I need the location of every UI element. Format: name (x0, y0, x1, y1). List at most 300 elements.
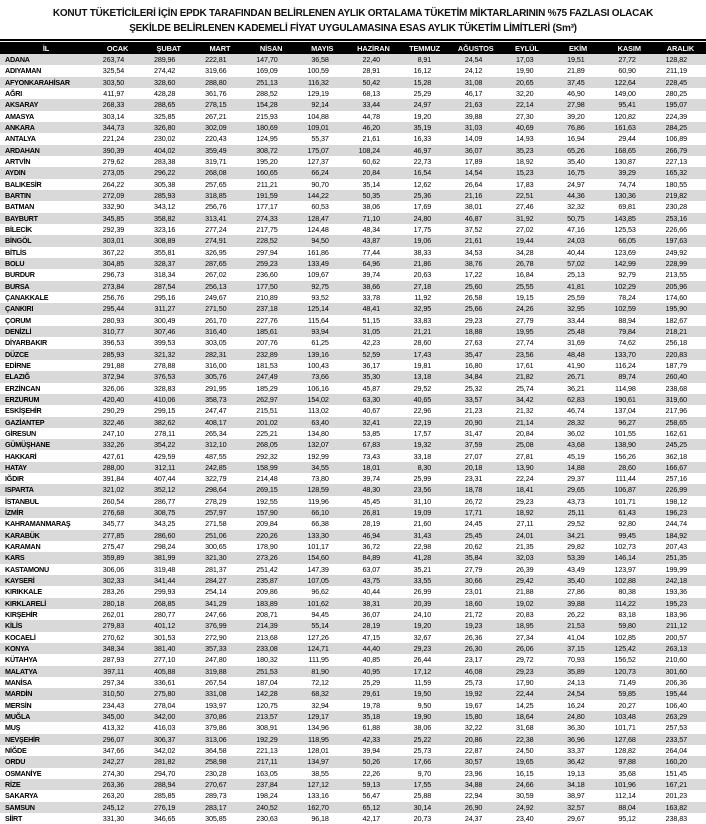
cell-value: 50,42 (362, 77, 380, 87)
cell-value: 63,30 (362, 394, 380, 404)
cell-value: 247,66 (205, 610, 227, 620)
cell-value: 16,84 (516, 270, 534, 280)
cell-province: ANTALYA (5, 134, 36, 144)
cell-value: 251,42 (256, 564, 278, 574)
cell-value: 34,28 (516, 247, 534, 257)
cell-value: 274,42 (153, 66, 176, 76)
cell-value: 251,53 (256, 666, 278, 676)
cell-value: 342,02 (153, 746, 176, 756)
table-row (0, 258, 706, 269)
cell-value: 268,85 (153, 598, 176, 608)
cell-value: 46,17 (464, 89, 483, 98)
cell-province: KIRIKKALE (5, 587, 42, 597)
cell-value: 26,99 (413, 587, 432, 597)
cell-value: 125,14 (307, 304, 329, 314)
cell-value: 64,96 (362, 258, 380, 268)
cell-value: 23,56 (413, 485, 432, 495)
cell-value: 302,33 (102, 576, 125, 586)
cell-value: 273,84 (102, 281, 125, 291)
cell-value: 308,89 (153, 236, 176, 246)
cell-value: 201,23 (665, 791, 687, 801)
cell-value: 20,86 (464, 734, 483, 744)
cell-value: 20,83 (516, 610, 534, 620)
cell-value: 289,73 (205, 791, 227, 801)
cell-value: 195,44 (665, 689, 687, 699)
cell-value: 25,59 (567, 292, 585, 302)
cell-value: 286,77 (153, 496, 176, 506)
cell-value: 187,04 (256, 678, 278, 688)
cell-value: 124,95 (256, 134, 278, 144)
cell-value: 21,63 (464, 100, 483, 110)
cell-value: 123,69 (614, 247, 636, 257)
cell-value: 162,70 (307, 802, 329, 812)
cell-value: 19,15 (516, 292, 534, 302)
cell-value: 355,81 (153, 247, 176, 257)
cell-value: 271,50 (205, 304, 227, 314)
cell-value: 16,33 (413, 134, 432, 144)
cell-value: 321,32 (153, 349, 176, 359)
cell-value: 156,52 (614, 655, 636, 665)
cell-value: 32,57 (567, 802, 585, 812)
cell-value: 301,53 (153, 632, 176, 642)
cell-value: 313,41 (205, 213, 227, 223)
cell-value: 47,16 (567, 224, 585, 234)
cell-value: 35,23 (516, 145, 534, 155)
cell-value: 31,92 (516, 213, 534, 223)
cell-value: 154,02 (307, 394, 329, 404)
cell-value: 296,07 (102, 734, 125, 744)
cell-value: 37,45 (567, 77, 585, 87)
cell-value: 211,12 (666, 621, 687, 631)
cell-value: 25,60 (464, 281, 483, 291)
cell-value: 26,72 (464, 496, 483, 506)
cell-value: 42,33 (362, 734, 380, 744)
cell-value: 144,22 (307, 190, 329, 200)
cell-value: 303,50 (102, 77, 125, 87)
cell-value: 276,19 (153, 802, 176, 812)
cell-value: 33,57 (464, 394, 483, 404)
cell-value: 297,34 (102, 678, 125, 688)
cell-value: 60,53 (311, 202, 329, 212)
cell-value: 50,26 (362, 757, 380, 767)
cell-value: 325,85 (153, 111, 176, 121)
cell-value: 284,27 (205, 576, 227, 586)
cell-value: 27,79 (464, 564, 483, 574)
cell-province: ORDU (5, 757, 26, 767)
cell-value: 405,88 (153, 666, 176, 676)
cell-value: 38,66 (362, 281, 380, 291)
cell-value: 192,55 (256, 496, 278, 506)
cell-value: 130,36 (614, 190, 636, 200)
cell-value: 43,75 (362, 576, 380, 586)
cell-value: 31,03 (464, 122, 483, 132)
cell-value: 66,24 (311, 168, 329, 178)
cell-value: 22,98 (413, 542, 432, 552)
cell-value: 162,61 (665, 428, 687, 438)
cell-value: 288,52 (256, 89, 278, 98)
table-row (0, 315, 706, 326)
cell-value: 55,37 (311, 134, 329, 144)
cell-value: 101,62 (307, 598, 329, 608)
cell-value: 413,32 (102, 723, 125, 733)
table-row (0, 417, 706, 428)
cell-value: 289,96 (153, 55, 176, 65)
cell-value: 263,29 (665, 712, 687, 722)
cell-value: 161,86 (307, 247, 329, 257)
cell-value: 61,43 (618, 508, 636, 518)
cell-value: 38,31 (362, 598, 380, 608)
cell-value: 55,14 (311, 621, 329, 631)
cell-value: 286,60 (153, 530, 176, 540)
cell-value: 227,76 (256, 315, 278, 325)
cell-value: 36,21 (567, 383, 585, 393)
cell-province: BOLU (5, 258, 25, 268)
cell-value: 296,22 (153, 168, 176, 178)
header-cell: HAZİRAN (357, 43, 390, 53)
cell-value: 396,53 (102, 338, 125, 348)
cell-value: 345,00 (102, 712, 125, 722)
cell-value: 114,22 (614, 598, 636, 608)
cell-value: 19,51 (567, 55, 585, 65)
cell-value: 362,18 (665, 451, 687, 461)
page-title-line2: ŞEKİLDE BELİRLENEN KADEMELİ FİYAT UYGULAMASINA ESAS AYLIK TÜKETİM LİMİTLERİ (Sm³) (129, 23, 577, 34)
cell-value: 258,98 (205, 757, 227, 767)
table-row (0, 541, 706, 552)
cell-value: 57,02 (567, 258, 585, 268)
cell-value: 370,86 (205, 712, 227, 722)
cell-value: 275,80 (153, 689, 176, 699)
cell-value: 34,18 (567, 780, 585, 790)
cell-value: 245,12 (102, 802, 125, 812)
cell-value: 24,12 (464, 66, 483, 76)
cell-value: 109,01 (307, 122, 329, 132)
cell-value: 278,11 (154, 428, 176, 438)
cell-value: 36,07 (362, 610, 380, 620)
cell-value: 43,87 (362, 236, 380, 246)
cell-value: 183,96 (665, 610, 687, 620)
cell-value: 39,88 (567, 598, 585, 608)
cell-value: 138,90 (614, 440, 636, 450)
cell-value: 215,51 (256, 406, 278, 416)
cell-value: 101,71 (614, 496, 636, 506)
cell-value: 30,59 (516, 791, 534, 801)
cell-value: 38,01 (464, 202, 483, 212)
cell-value: 35,21 (413, 564, 432, 574)
cell-value: 284,25 (665, 122, 687, 132)
cell-value: 321,30 (205, 553, 227, 563)
cell-value: 35,89 (567, 666, 585, 676)
cell-value: 174,60 (665, 292, 687, 302)
cell-value: 24,80 (567, 712, 585, 722)
table-row (0, 111, 706, 122)
cell-value: 19,65 (516, 757, 534, 767)
cell-province: BİNGÖL (5, 236, 32, 246)
cell-province: KİLİS (5, 621, 23, 631)
cell-value: 411,97 (103, 89, 125, 98)
cell-value: 157,90 (256, 508, 278, 518)
cell-value: 27,79 (516, 315, 534, 325)
cell-value: 401,12 (153, 621, 176, 631)
cell-value: 28,19 (362, 621, 380, 631)
table-row (0, 473, 706, 484)
header-cell: MART (209, 43, 231, 53)
cell-province: BURSA (5, 281, 30, 291)
cell-value: 29,82 (567, 542, 585, 552)
cell-province: ELAZIĞ (5, 372, 30, 382)
cell-value: 226,99 (665, 485, 687, 495)
cell-value: 261,70 (205, 315, 227, 325)
cell-value: 263,36 (102, 780, 125, 790)
cell-value: 283,38 (153, 156, 176, 166)
cell-value: 280,18 (102, 598, 125, 608)
cell-value: 16,12 (413, 66, 432, 76)
cell-value: 34,53 (464, 247, 483, 257)
cell-value: 292,32 (256, 451, 278, 461)
cell-value: 24,80 (413, 213, 432, 223)
cell-province: BARTIN (5, 190, 31, 200)
cell-value: 288,65 (153, 100, 176, 110)
cell-value: 120,73 (614, 666, 636, 676)
cell-value: 283,17 (205, 802, 227, 812)
cell-value: 217,75 (256, 224, 278, 234)
table-row (0, 292, 706, 303)
cell-value: 60,62 (362, 156, 380, 166)
cell-value: 222,81 (205, 55, 227, 65)
cell-value: 23,56 (516, 349, 534, 359)
cell-value: 26,71 (567, 372, 585, 382)
cell-value: 37,15 (567, 644, 585, 654)
cell-value: 111,44 (615, 474, 636, 484)
cell-value: 19,95 (516, 326, 534, 336)
cell-value: 31,05 (362, 326, 380, 336)
cell-value: 128,82 (665, 55, 687, 65)
cell-value: 268,05 (256, 440, 278, 450)
cell-value: 94,50 (311, 236, 329, 246)
cell-value: 238,83 (665, 814, 687, 823)
cell-value: 291,88 (102, 360, 125, 370)
cell-value: 297,94 (256, 247, 278, 257)
cell-value: 35,68 (618, 768, 636, 778)
cell-value: 372,94 (102, 372, 125, 382)
cell-value: 301,60 (665, 666, 687, 676)
table-row (0, 371, 706, 382)
cell-value: 361,76 (205, 89, 227, 98)
cell-value: 17,71 (464, 508, 483, 518)
cell-value: 30,14 (413, 802, 432, 812)
cell-value: 251,35 (665, 553, 687, 563)
cell-value: 90,70 (311, 179, 329, 189)
cell-value: 343,25 (153, 519, 176, 529)
cell-value: 257,65 (205, 179, 227, 189)
cell-value: 206,36 (665, 678, 687, 688)
cell-value: 364,58 (205, 746, 227, 756)
cell-value: 298,64 (205, 485, 227, 495)
cell-value: 81,90 (311, 666, 329, 676)
cell-value: 25,29 (413, 89, 432, 98)
cell-value: 382,62 (153, 417, 176, 427)
cell-value: 24,01 (516, 530, 534, 540)
cell-value: 198,24 (256, 791, 278, 801)
cell-value: 281,82 (153, 757, 176, 767)
cell-value: 42,17 (362, 814, 380, 823)
cell-value: 25,55 (516, 281, 534, 291)
cell-value: 52,59 (362, 349, 380, 359)
cell-value: 325,54 (102, 66, 125, 76)
cell-value: 20,63 (413, 270, 432, 280)
cell-value: 16,24 (567, 700, 585, 710)
cell-value: 299,15 (153, 406, 176, 416)
cell-value: 40,44 (567, 247, 585, 257)
cell-value: 228,45 (665, 77, 687, 87)
cell-value: 184,92 (665, 530, 687, 540)
cell-value: 292,39 (102, 224, 125, 234)
cell-value: 24,37 (464, 814, 483, 823)
cell-value: 15,28 (413, 77, 432, 87)
table-row (0, 179, 706, 190)
cell-value: 39,94 (362, 746, 380, 756)
cell-value: 29,44 (618, 134, 636, 144)
cell-province: MUĞLA (5, 712, 31, 722)
cell-value: 43,49 (567, 564, 585, 574)
cell-value: 407,44 (153, 474, 176, 484)
cell-value: 247,80 (205, 655, 227, 665)
cell-value: 154,28 (256, 100, 278, 110)
cell-value: 268,33 (102, 100, 125, 110)
cell-value: 33,44 (567, 315, 585, 325)
cell-value: 272,09 (102, 190, 125, 200)
cell-value: 134,80 (307, 428, 329, 438)
cell-value: 22,73 (413, 156, 432, 166)
cell-value: 27,30 (516, 111, 534, 121)
cell-value: 41,04 (567, 632, 585, 642)
cell-value: 260,40 (665, 372, 687, 382)
table-row (0, 88, 706, 99)
cell-value: 34,84 (464, 372, 483, 382)
table-row (0, 235, 706, 246)
cell-value: 199,99 (665, 564, 687, 574)
cell-value: 35,47 (464, 349, 483, 359)
table-row (0, 496, 706, 507)
table-row (0, 383, 706, 394)
cell-value: 133,16 (307, 791, 329, 801)
cell-value: 17,89 (464, 156, 483, 166)
cell-value: 100,59 (307, 66, 329, 76)
cell-value: 22,26 (362, 768, 380, 778)
cell-value: 256,13 (205, 281, 227, 291)
cell-value: 345,85 (102, 213, 125, 223)
cell-value: 21,72 (464, 610, 483, 620)
cell-value: 32,95 (413, 304, 432, 314)
cell-value: 29,23 (516, 496, 534, 506)
cell-value: 21,86 (413, 258, 432, 268)
cell-value: 322,46 (102, 417, 125, 427)
cell-value: 163,82 (665, 802, 687, 812)
cell-value: 33,18 (413, 451, 432, 461)
cell-province: GAZİANTEP (5, 417, 45, 427)
cell-value: 14,93 (516, 134, 534, 144)
cell-value: 160,20 (665, 757, 687, 767)
cell-value: 114,98 (614, 383, 636, 393)
cell-value: 25,11 (567, 508, 585, 518)
cell-province: AĞRI (5, 89, 22, 98)
table-row (0, 360, 706, 371)
cell-value: 16,80 (464, 360, 483, 370)
cell-value: 18,95 (516, 621, 534, 631)
cell-value: 487,55 (205, 451, 227, 461)
cell-value: 25,36 (413, 190, 432, 200)
cell-value: 104,88 (307, 111, 329, 121)
cell-value: 25,13 (567, 270, 585, 280)
cell-value: 23,31 (464, 474, 483, 484)
cell-value: 19,13 (567, 768, 585, 778)
cell-province: ARDAHAN (5, 145, 40, 155)
table-row (0, 722, 706, 733)
cell-value: 93,52 (311, 292, 329, 302)
cell-province: AYDIN (5, 168, 26, 178)
cell-value: 21,21 (413, 326, 432, 336)
cell-province: MANİSA (5, 678, 32, 688)
cell-value: 151,45 (665, 768, 687, 778)
cell-value: 274,91 (205, 236, 227, 246)
cell-value: 156,26 (614, 451, 636, 461)
cell-value: 109,67 (307, 270, 329, 280)
cell-value: 245,25 (665, 440, 687, 450)
cell-value: 127,37 (307, 156, 329, 166)
cell-value: 92,75 (311, 281, 329, 291)
table-row (0, 745, 706, 756)
cell-value: 175,07 (307, 145, 329, 155)
cell-value: 66,10 (311, 508, 329, 518)
cell-value: 263,74 (102, 55, 125, 65)
cell-value: 290,29 (102, 406, 125, 416)
cell-value: 381,99 (153, 553, 176, 563)
cell-value: 268,08 (205, 168, 227, 178)
cell-value: 20,18 (464, 462, 483, 472)
cell-province: KOCAELİ (5, 632, 36, 642)
cell-value: 25,22 (413, 734, 432, 744)
cell-value: 139,16 (307, 349, 329, 359)
cell-value: 38,06 (362, 202, 380, 212)
cell-value: 21,88 (516, 587, 534, 597)
cell-value: 283,26 (102, 587, 125, 597)
cell-value: 192,29 (256, 734, 278, 744)
cell-value: 143,85 (614, 213, 636, 223)
cell-value: 68,32 (311, 689, 329, 699)
cell-value: 45,45 (362, 496, 380, 506)
cell-value: 18,41 (516, 485, 534, 495)
cell-value: 27,72 (618, 55, 636, 65)
cell-value: 211,21 (256, 179, 278, 189)
cell-value: 106,87 (614, 485, 636, 495)
table-row (0, 620, 706, 631)
cell-value: 279,62 (102, 156, 125, 166)
cell-value: 14,54 (464, 168, 483, 178)
cell-value: 303,01 (102, 236, 125, 246)
cell-province: EDİRNE (5, 360, 31, 370)
cell-value: 359,89 (102, 553, 125, 563)
cell-value: 296,73 (102, 270, 125, 280)
cell-value: 198,12 (665, 496, 687, 506)
cell-value: 22,94 (464, 791, 483, 801)
cell-value: 319,71 (205, 156, 227, 166)
cell-value: 17,55 (413, 780, 432, 790)
cell-value: 30,57 (464, 757, 483, 767)
cell-value: 328,37 (153, 258, 176, 268)
cell-value: 197,63 (665, 236, 687, 246)
cell-value: 42,23 (362, 338, 380, 348)
cell-value: 127,12 (307, 780, 329, 790)
header-cell: KASIM (617, 43, 641, 53)
